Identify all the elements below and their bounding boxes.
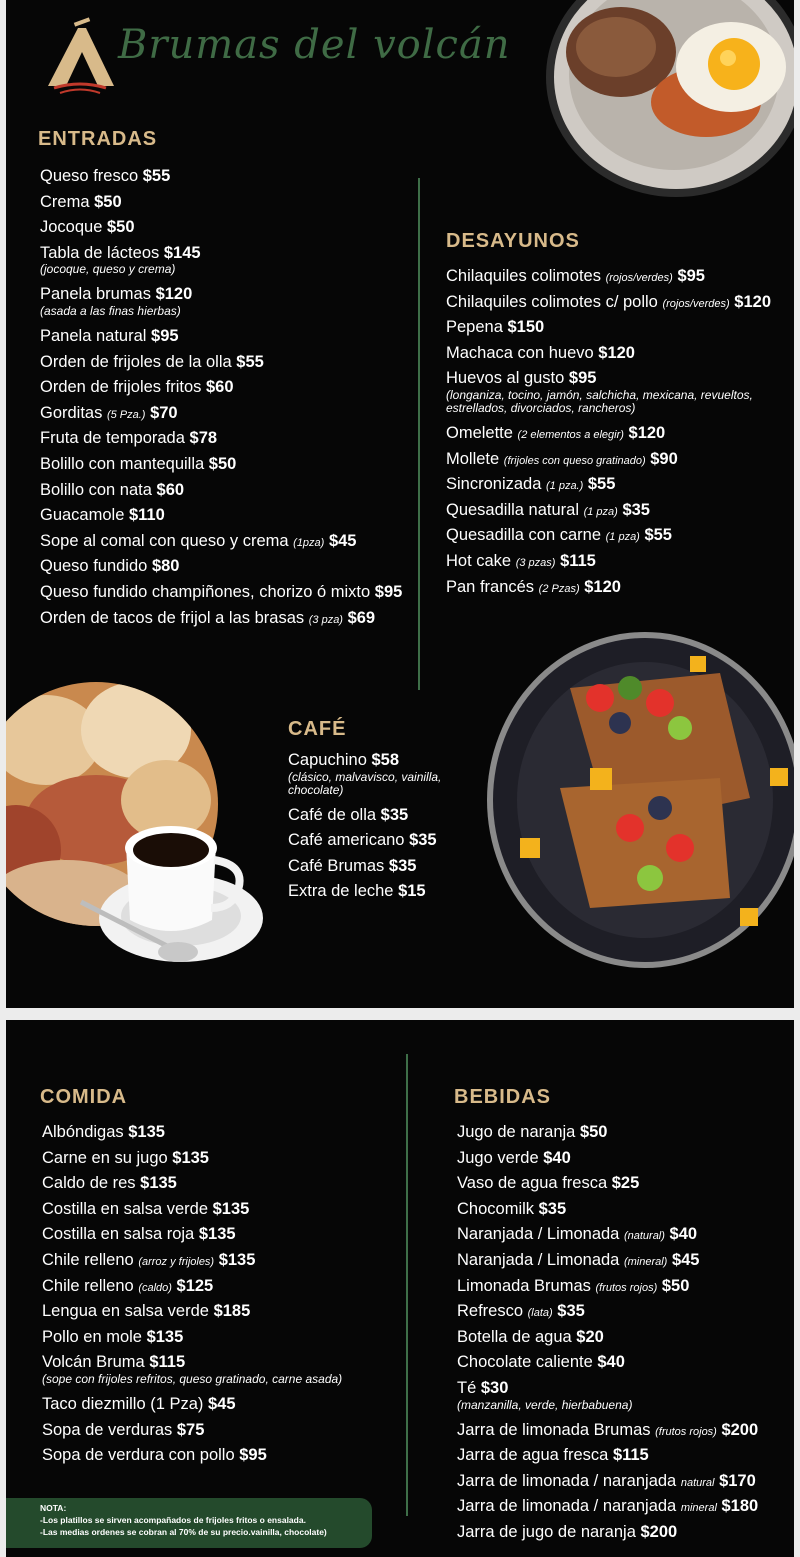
menu-item-note: (frutos rojos) bbox=[655, 1425, 717, 1438]
menu-item-note: (mineral) bbox=[623, 1255, 668, 1268]
menu-item-name: Café Brumas bbox=[288, 856, 385, 875]
menu-item-name: Taco diezmillo (1 Pza) bbox=[42, 1394, 204, 1413]
menu-item-name: Limonada Brumas bbox=[457, 1276, 591, 1295]
cafe-list bbox=[288, 748, 468, 905]
menu-item-name: Jarra de limonada / naranjada bbox=[457, 1471, 677, 1490]
menu-item bbox=[40, 375, 420, 401]
menu-item bbox=[457, 1274, 792, 1300]
menu-item-price: $55 bbox=[644, 526, 672, 545]
desayunos-list bbox=[446, 264, 791, 600]
menu-item-name: Machaca con huevo bbox=[446, 343, 594, 362]
menu-item-name: Mollete bbox=[446, 449, 500, 468]
menu-item bbox=[457, 1520, 792, 1546]
menu-item-price: $60 bbox=[206, 378, 234, 397]
menu-item-note: (3 pza) bbox=[308, 613, 343, 626]
menu-item bbox=[40, 324, 420, 350]
menu-item-detail: (longaniza, tocino, jamón, salchicha, mexicana, revueltos, estrellados, divorciados, rancheros) bbox=[446, 387, 753, 415]
menu-item-note: (rojos/verdes) bbox=[662, 297, 730, 310]
french-toast-plate-photo bbox=[480, 628, 794, 978]
menu-item-note: natural bbox=[680, 1476, 715, 1489]
menu-item-name: Orden de frijoles fritos bbox=[40, 378, 202, 397]
menu-item bbox=[446, 264, 791, 290]
menu-item-price: $125 bbox=[176, 1276, 214, 1295]
menu-item-price: $135 bbox=[218, 1250, 256, 1269]
coffee-and-pastries-photo bbox=[6, 680, 276, 1000]
menu-item bbox=[42, 1274, 402, 1300]
menu-item bbox=[457, 1350, 792, 1376]
menu-item-name: Jarra de limonada / naranjada bbox=[457, 1497, 677, 1516]
menu-item bbox=[40, 190, 420, 216]
menu-item-note: (1pza) bbox=[293, 536, 325, 549]
menu-item-name: Caldo de res bbox=[42, 1174, 136, 1193]
menu-item-name: Carne en su jugo bbox=[42, 1148, 168, 1167]
menu-item-note: (1 pza) bbox=[583, 505, 618, 518]
menu-item-detail: (sope con frijoles refritos, queso gratinado, carne asada) bbox=[42, 1371, 343, 1386]
menu-item bbox=[40, 452, 420, 478]
menu-item-name: Café de olla bbox=[288, 805, 377, 824]
menu-item-note: (5 Pza.) bbox=[106, 408, 146, 421]
menu-item-price: $135 bbox=[128, 1123, 165, 1141]
menu-item-price: $25 bbox=[611, 1174, 640, 1193]
menu-item bbox=[42, 1248, 402, 1274]
menu-item bbox=[457, 1146, 792, 1172]
menu-item-name: Sopa de verdura con pollo bbox=[42, 1446, 235, 1465]
menu-item-name: Pollo en mole bbox=[42, 1327, 142, 1346]
section-title-cafe: CAFÉ bbox=[288, 718, 347, 740]
menu-item-price: $40 bbox=[669, 1225, 698, 1244]
nota-box bbox=[6, 1498, 372, 1548]
menu-item bbox=[42, 1222, 402, 1248]
nota-title: NOTA: bbox=[40, 1503, 67, 1513]
menu-item-price: $145 bbox=[163, 243, 201, 262]
menu-item bbox=[40, 580, 420, 606]
menu-item-price: $70 bbox=[150, 403, 178, 422]
menu-item-price: $45 bbox=[207, 1394, 236, 1413]
menu-item bbox=[40, 478, 420, 504]
menu-item-note: (natural) bbox=[623, 1230, 665, 1243]
menu-item-price: $55 bbox=[236, 352, 264, 371]
menu-item-note: (2 Pzas) bbox=[538, 582, 580, 595]
menu-item-name: Queso fundido bbox=[40, 557, 148, 576]
menu-item-note: mineral bbox=[680, 1502, 717, 1515]
menu-item-price: $35 bbox=[622, 500, 650, 519]
menu-item-price: $120 bbox=[598, 343, 635, 362]
menu-item bbox=[446, 315, 791, 341]
menu-item-name: Costilla en salsa roja bbox=[42, 1225, 195, 1244]
menu-item-price: $200 bbox=[721, 1420, 759, 1439]
menu-item bbox=[42, 1120, 402, 1146]
menu-item bbox=[457, 1494, 792, 1520]
menu-item bbox=[42, 1392, 402, 1418]
menu-item-name: Chocolate caliente bbox=[457, 1353, 593, 1372]
menu-item-price: $80 bbox=[151, 557, 180, 576]
menu-item-name: Bolillo con nata bbox=[40, 480, 152, 499]
menu-item-name: Queso fresco bbox=[40, 167, 139, 185]
menu-item-name: Chilaquiles colimotes c/ pollo bbox=[446, 292, 658, 311]
menu-item-name: Fruta de temporada bbox=[40, 429, 185, 448]
menu-item-name: Café americano bbox=[288, 831, 405, 850]
menu-item-price: $135 bbox=[212, 1199, 250, 1218]
menu-item bbox=[40, 554, 420, 580]
menu-item-name: Jocoque bbox=[40, 218, 103, 237]
menu-item bbox=[40, 606, 420, 632]
menu-item-price: $55 bbox=[587, 475, 616, 494]
menu-item-price: $200 bbox=[640, 1522, 678, 1541]
menu-item-price: $15 bbox=[398, 882, 426, 901]
menu-item-name: Jarra de agua fresca bbox=[457, 1446, 609, 1465]
menu-item-name: Sincronizada bbox=[446, 475, 542, 494]
menu-item-name: Naranjada / Limonada bbox=[457, 1225, 620, 1244]
menu-item-name: Panela brumas bbox=[40, 285, 151, 304]
bebidas-list bbox=[457, 1120, 792, 1546]
menu-item-price: $150 bbox=[507, 318, 545, 337]
menu-item-name: Naranjada / Limonada bbox=[457, 1250, 620, 1269]
menu-item-name: Gorditas bbox=[40, 403, 103, 422]
menu-item-price: $135 bbox=[172, 1148, 209, 1167]
menu-item bbox=[457, 1418, 792, 1444]
menu-item-name: Extra de leche bbox=[288, 882, 394, 901]
menu-item-name: Sope al comal con queso y crema bbox=[40, 531, 289, 550]
menu-item-name: Chile relleno bbox=[42, 1250, 134, 1269]
menu-item-note: (3 pzas) bbox=[515, 556, 556, 569]
menu-item bbox=[40, 503, 420, 529]
menu-item bbox=[42, 1197, 402, 1223]
comida-list bbox=[42, 1120, 402, 1469]
menu-item bbox=[40, 401, 420, 427]
menu-item-price: $35 bbox=[380, 805, 409, 824]
menu-item bbox=[288, 828, 468, 854]
menu-item-price: $69 bbox=[347, 608, 376, 627]
menu-item-name: Albóndigas bbox=[42, 1123, 124, 1141]
menu-item bbox=[446, 421, 791, 447]
menu-item-name: Jarra de limonada Brumas bbox=[457, 1420, 651, 1439]
menu-item bbox=[446, 523, 791, 549]
menu-page-top bbox=[6, 0, 794, 1008]
menu-item-name: Queso fundido champiñones, chorizo ó mixto bbox=[40, 582, 371, 601]
section-title-comida: COMIDA bbox=[40, 1086, 128, 1108]
menu-item-price: $135 bbox=[146, 1327, 184, 1346]
menu-item bbox=[42, 1325, 402, 1351]
menu-item bbox=[40, 350, 420, 376]
menu-item-note: (frutos rojos) bbox=[595, 1281, 658, 1294]
menu-item-name: Vaso de agua fresca bbox=[457, 1174, 608, 1193]
menu-item-name: Chilaquiles colimotes bbox=[446, 267, 601, 285]
menu-item-price: $95 bbox=[374, 582, 403, 601]
menu-item-note: (frijoles con queso gratinado) bbox=[503, 454, 646, 467]
menu-item-price: $45 bbox=[671, 1250, 700, 1269]
menu-item-price: $75 bbox=[176, 1420, 205, 1439]
menu-item-price: $50 bbox=[661, 1276, 690, 1295]
menu-item bbox=[457, 1325, 792, 1351]
menu-item bbox=[446, 498, 791, 524]
divider-line bbox=[418, 178, 420, 690]
nota-line: -Los platillos se sirven acompañados de frijoles fritos o ensalada. bbox=[40, 1515, 306, 1525]
menu-item-price: $95 bbox=[677, 267, 705, 285]
menu-item bbox=[457, 1171, 792, 1197]
menu-item bbox=[40, 215, 420, 241]
menu-item-price: $50 bbox=[579, 1123, 608, 1141]
menu-item-price: $120 bbox=[628, 423, 666, 442]
menu-item-price: $135 bbox=[198, 1225, 236, 1244]
menu-item bbox=[42, 1171, 402, 1197]
menu-item-price: $45 bbox=[328, 531, 357, 550]
menu-item-name: Pan francés bbox=[446, 577, 535, 596]
menu-item-name: Hot cake bbox=[446, 551, 512, 570]
menu-item-name: Refresco bbox=[457, 1302, 524, 1321]
menu-item-note: (1 pza.) bbox=[545, 480, 584, 493]
menu-item-price: $58 bbox=[371, 751, 400, 769]
menu-item-price: $35 bbox=[409, 831, 437, 850]
menu-page-bottom bbox=[6, 1020, 794, 1557]
menu-item bbox=[446, 472, 791, 498]
menu-item-name: Quesadilla natural bbox=[446, 500, 579, 519]
menu-item-detail: (jocoque, queso y crema) bbox=[40, 262, 176, 277]
menu-item-price: $35 bbox=[538, 1199, 567, 1218]
menu-item bbox=[288, 879, 468, 905]
menu-item-price: $115 bbox=[612, 1446, 649, 1465]
section-title-bebidas: BEBIDAS bbox=[454, 1086, 552, 1108]
menu-item-note: (lata) bbox=[527, 1307, 553, 1320]
menu-item-price: $78 bbox=[189, 429, 218, 448]
menu-item-name: Jugo de naranja bbox=[457, 1123, 576, 1141]
breakfast-plate-photo bbox=[536, 0, 794, 214]
menu-item-name: Capuchino bbox=[288, 751, 367, 769]
menu-item-name: Bolillo con mantequilla bbox=[40, 454, 205, 473]
menu-item-price: $90 bbox=[650, 449, 678, 468]
menu-item-price: $50 bbox=[106, 218, 135, 237]
menu-item-price: $170 bbox=[719, 1471, 756, 1490]
menu-item bbox=[446, 549, 791, 575]
menu-item-name: Té bbox=[457, 1378, 477, 1397]
menu-item bbox=[457, 1299, 792, 1325]
menu-item-price: $185 bbox=[213, 1302, 251, 1321]
menu-item-detail: (clásico, malvavisco, vainilla, chocolate) bbox=[288, 769, 442, 797]
menu-item bbox=[42, 1146, 402, 1172]
menu-item bbox=[457, 1222, 792, 1248]
menu-item bbox=[446, 575, 791, 601]
menu-item bbox=[457, 1197, 792, 1223]
menu-item-note: (arroz y frijoles) bbox=[138, 1255, 215, 1268]
menu-item-note: (caldo) bbox=[138, 1281, 172, 1294]
menu-item-price: $55 bbox=[142, 167, 171, 185]
menu-item-price: $115 bbox=[149, 1353, 186, 1372]
volcano-logo-icon bbox=[40, 14, 120, 94]
menu-item bbox=[42, 1418, 402, 1444]
menu-item bbox=[446, 290, 791, 316]
menu-item bbox=[457, 1120, 792, 1146]
menu-item bbox=[446, 447, 791, 473]
nota-line: -Las medias ordenes se cobran al 70% de su precio.vainilla, chocolate) bbox=[40, 1527, 327, 1537]
menu-item-name: Chocomilk bbox=[457, 1199, 535, 1218]
menu-item bbox=[457, 1443, 792, 1469]
menu-item-price: $110 bbox=[128, 506, 165, 525]
menu-item-price: $95 bbox=[151, 326, 179, 345]
menu-item bbox=[446, 341, 791, 367]
menu-item-name: Botella de agua bbox=[457, 1327, 572, 1346]
menu-item bbox=[40, 529, 420, 555]
menu-item-name: Pepena bbox=[446, 318, 503, 337]
menu-item bbox=[288, 854, 468, 880]
menu-item-name: Huevos al gusto bbox=[446, 369, 565, 388]
menu-item-name: Lengua en salsa verde bbox=[42, 1302, 209, 1321]
menu-item-note: (rojos/verdes) bbox=[605, 272, 673, 284]
menu-item bbox=[42, 1299, 402, 1325]
menu-item-name: Jarra de jugo de naranja bbox=[457, 1522, 636, 1541]
menu-item-price: $40 bbox=[543, 1148, 571, 1167]
menu-item bbox=[42, 1443, 402, 1469]
menu-item-price: $120 bbox=[584, 577, 621, 596]
menu-item-price: $20 bbox=[576, 1327, 604, 1346]
menu-item-note: (2 elementos a elegir) bbox=[517, 428, 624, 441]
menu-item-name: Sopa de verduras bbox=[42, 1420, 173, 1439]
menu-item-name: Panela natural bbox=[40, 326, 147, 345]
menu-item-price: $180 bbox=[721, 1497, 759, 1516]
menu-item-price: $50 bbox=[208, 454, 237, 473]
menu-item bbox=[457, 1469, 792, 1495]
menu-item-price: $135 bbox=[140, 1174, 177, 1193]
menu-item-price: $120 bbox=[155, 285, 193, 304]
menu-item bbox=[40, 164, 420, 190]
section-title-entradas: ENTRADAS bbox=[38, 128, 158, 150]
brand-name: Brumas del volcán bbox=[118, 22, 511, 68]
menu-item-name: Tabla de lácteos bbox=[40, 243, 160, 262]
menu-item-price: $120 bbox=[734, 292, 772, 311]
divider-line bbox=[406, 1054, 408, 1516]
entradas-list bbox=[40, 164, 420, 631]
menu-item-name: Chile relleno bbox=[42, 1276, 134, 1295]
menu-item bbox=[288, 803, 468, 829]
menu-item-price: $115 bbox=[560, 551, 596, 570]
menu-item bbox=[40, 426, 420, 452]
menu-item-name: Orden de tacos de frijol a las brasas bbox=[40, 608, 305, 627]
menu-item-price: $40 bbox=[597, 1353, 625, 1372]
section-title-desayunos: DESAYUNOS bbox=[446, 230, 580, 252]
menu-item-price: $95 bbox=[239, 1446, 267, 1465]
menu-item-name: Orden de frijoles de la olla bbox=[40, 352, 232, 371]
menu-item-price: $30 bbox=[480, 1378, 509, 1397]
menu-item-name: Quesadilla con carne bbox=[446, 526, 602, 545]
menu-item-name: Volcán Bruma bbox=[42, 1353, 145, 1372]
menu-item bbox=[457, 1248, 792, 1274]
menu-item-price: $50 bbox=[94, 192, 122, 211]
menu-item-name: Crema bbox=[40, 192, 90, 211]
menu-item-name: Costilla en salsa verde bbox=[42, 1199, 208, 1218]
menu-item-detail: (manzanilla, verde, hierbabuena) bbox=[457, 1397, 633, 1412]
menu-item-price: $60 bbox=[156, 480, 185, 499]
menu-item-price: $35 bbox=[557, 1302, 585, 1321]
menu-item-name: Omelette bbox=[446, 423, 513, 442]
menu-item-detail: (asada a las finas hierbas) bbox=[40, 303, 181, 318]
menu-item-name: Jugo verde bbox=[457, 1148, 539, 1167]
menu-item-note: (1 pza) bbox=[605, 531, 640, 544]
menu-item-price: $95 bbox=[568, 369, 597, 388]
menu-item-price: $35 bbox=[388, 856, 417, 875]
menu-item-name: Guacamole bbox=[40, 506, 125, 525]
